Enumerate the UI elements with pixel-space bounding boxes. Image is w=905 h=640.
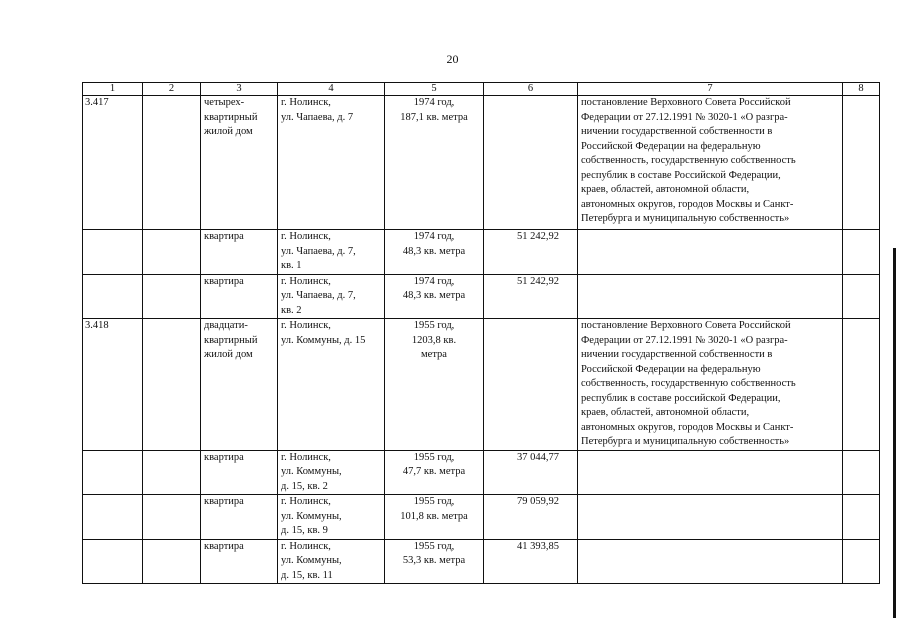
legal-basis-cell <box>578 450 843 495</box>
legal-basis-line: автономных округов, городов Москвы и Санкт- <box>581 198 794 210</box>
table-row <box>83 319 880 451</box>
address-line: д. 15, кв. 9 <box>281 525 328 536</box>
scan-edge-mark <box>893 248 896 618</box>
object-type-line: квартира <box>204 231 244 242</box>
row-extra-cell <box>143 495 201 540</box>
year-area-line: 101,8 кв. метра <box>400 510 468 522</box>
object-type-cell <box>201 495 278 540</box>
column-header-2: 2 <box>143 83 201 96</box>
year-area-line: 1974 год, <box>413 231 455 242</box>
year-area-cell <box>385 450 484 495</box>
year-area-cell <box>385 539 484 584</box>
column-number-header <box>83 83 880 96</box>
legal-basis-line: ничении государственной собственности в <box>581 126 773 137</box>
row-number-cell <box>83 450 143 495</box>
address-line: ул. Коммуны, <box>281 510 342 522</box>
year-area-line: метра <box>421 349 447 360</box>
legal-basis-cell <box>578 230 843 275</box>
legal-basis-line: Федерации от 27.12.1991 № 3020-1 «О разгра- <box>581 334 788 346</box>
cost-cell: 41 393,85 <box>484 539 578 584</box>
note-cell <box>843 230 880 275</box>
cost-cell: 51 242,92 <box>484 230 578 275</box>
address-line: г. Нолинск, <box>281 275 331 287</box>
object-type-cell <box>201 450 278 495</box>
address-line: ул. Коммуны, <box>281 466 342 477</box>
address-cell <box>278 96 385 230</box>
object-type-line: квартира <box>204 451 244 463</box>
legal-basis-line: Федерации от 27.12.1991 № 3020-1 «О разгра- <box>581 111 788 123</box>
object-type-cell <box>201 539 278 584</box>
object-type-cell <box>201 96 278 230</box>
row-number-cell <box>83 274 143 319</box>
legal-basis-cell <box>578 274 843 319</box>
cost-cell <box>484 319 578 451</box>
address-line: ул. Коммуны, <box>281 555 342 566</box>
legal-basis-line: республик в составе Российской Федерации, <box>581 169 781 181</box>
legal-basis-line: краев, областей, автономной области, <box>581 407 750 418</box>
address-cell <box>278 274 385 319</box>
address-line: д. 15, кв. 11 <box>281 569 333 581</box>
table-row <box>83 230 880 275</box>
column-header-8: 8 <box>843 83 880 96</box>
address-line: г. Нолинск, <box>281 451 331 463</box>
year-area-line: 1974 год, <box>413 97 455 108</box>
year-area-line: 48,3 кв. метра <box>402 290 466 301</box>
year-area-line: 1955 год, <box>413 496 455 507</box>
year-area-line: 187,1 кв. метра <box>400 111 468 123</box>
address-line: ул. Коммуны, д. 15 <box>281 334 366 346</box>
object-type-cell <box>201 319 278 451</box>
address-cell <box>278 230 385 275</box>
object-type-line: жилой дом <box>204 349 253 360</box>
cost-cell: 51 242,92 <box>484 274 578 319</box>
object-type-line: квартирный <box>204 334 258 346</box>
row-number-cell <box>83 495 143 540</box>
row-extra-cell <box>143 319 201 451</box>
table-row <box>83 495 880 540</box>
table-row <box>83 450 880 495</box>
address-line: д. 15, кв. 2 <box>281 480 328 492</box>
year-area-cell <box>385 230 484 275</box>
note-cell <box>843 539 880 584</box>
row-extra-cell <box>143 539 201 584</box>
column-header-4: 4 <box>278 83 385 96</box>
column-header-6: 6 <box>484 83 578 96</box>
year-area-cell <box>385 319 484 451</box>
year-area-line: 1955 год, <box>413 451 455 463</box>
object-type-line: двадцати- <box>204 320 248 331</box>
note-cell <box>843 495 880 540</box>
legal-basis-line: Российской Федерации на федеральную <box>581 140 761 152</box>
legal-basis-line: Российской Федерации на федеральную <box>581 363 761 375</box>
object-type-line: четырех- <box>204 97 245 108</box>
note-cell <box>843 274 880 319</box>
row-extra-cell <box>143 450 201 495</box>
column-header-7: 7 <box>578 83 843 96</box>
row-number-cell: 3.417 <box>83 96 143 230</box>
object-type-cell <box>201 274 278 319</box>
object-type-line: жилой дом <box>204 126 253 137</box>
page-number: 20 <box>446 52 459 66</box>
column-header-5: 5 <box>385 83 484 96</box>
address-line: кв. 2 <box>281 304 302 316</box>
year-area-line: 1203,8 кв. <box>411 334 457 346</box>
table-row <box>83 539 880 584</box>
address-cell <box>278 319 385 451</box>
object-type-line: квартира <box>204 275 244 287</box>
note-cell <box>843 450 880 495</box>
legal-basis-line: ничении государственной собственности в <box>581 349 773 360</box>
row-number-cell <box>83 539 143 584</box>
year-area-line: 1955 год, <box>413 540 455 552</box>
note-cell <box>843 96 880 230</box>
row-number-cell <box>83 230 143 275</box>
row-extra-cell <box>143 274 201 319</box>
row-number-cell: 3.418 <box>83 319 143 451</box>
address-line: г. Нолинск, <box>281 540 331 552</box>
object-type-line: квартира <box>204 496 244 507</box>
row-extra-cell <box>143 230 201 275</box>
legal-basis-cell <box>578 539 843 584</box>
column-header-1: 1 <box>83 83 143 96</box>
year-area-line: 47,7 кв. метра <box>402 466 466 477</box>
year-area-line: 48,3 кв. метра <box>402 245 466 257</box>
year-area-cell <box>385 495 484 540</box>
note-cell <box>843 319 880 451</box>
address-line: г. Нолинск, <box>281 496 331 507</box>
address-cell <box>278 450 385 495</box>
legal-basis-line: краев, областей, автономной области, <box>581 184 750 195</box>
legal-basis-cell <box>578 319 843 451</box>
object-type-line: квартира <box>204 540 244 552</box>
address-cell <box>278 539 385 584</box>
object-type-line: квартирный <box>204 111 258 123</box>
year-area-cell <box>385 96 484 230</box>
address-line: г. Нолинск, <box>281 231 331 242</box>
legal-basis-line: автономных округов, городов Москвы и Санкт- <box>581 421 794 433</box>
address-line: ул. Чапаева, д. 7, <box>281 290 356 301</box>
cost-cell: 37 044,77 <box>484 450 578 495</box>
cost-cell <box>484 96 578 230</box>
table-row <box>83 274 880 319</box>
column-header-3: 3 <box>201 83 278 96</box>
address-line: г. Нолинск, <box>281 320 331 331</box>
address-line: ул. Чапаева, д. 7, <box>281 245 356 257</box>
table-row <box>83 96 880 230</box>
row-extra-cell <box>143 96 201 230</box>
legal-basis-line: постановление Верховного Совета Российской <box>581 320 791 331</box>
legal-basis-line: собственность, государственную собственность <box>581 378 796 389</box>
year-area-line: 1974 год, <box>413 275 455 287</box>
address-line: г. Нолинск, <box>281 97 331 108</box>
legal-basis-line: собственность, государственную собственность <box>581 155 796 166</box>
legal-basis-cell <box>578 96 843 230</box>
legal-basis-cell <box>578 495 843 540</box>
address-line: ул. Чапаева, д. 7 <box>281 111 354 123</box>
object-type-cell <box>201 230 278 275</box>
legal-basis-line: Петербурга и муниципальную собственность» <box>581 213 790 224</box>
property-register-table <box>82 82 880 584</box>
legal-basis-line: республик в составе российской Федерации, <box>581 392 781 404</box>
year-area-cell <box>385 274 484 319</box>
legal-basis-line: Петербурга и муниципальную собственность» <box>581 436 790 447</box>
year-area-line: 53,3 кв. метра <box>402 555 466 566</box>
address-line: кв. 1 <box>281 260 302 271</box>
cost-cell: 79 059,92 <box>484 495 578 540</box>
address-cell <box>278 495 385 540</box>
legal-basis-line: постановление Верховного Совета Российской <box>581 97 791 108</box>
year-area-line: 1955 год, <box>413 320 455 331</box>
